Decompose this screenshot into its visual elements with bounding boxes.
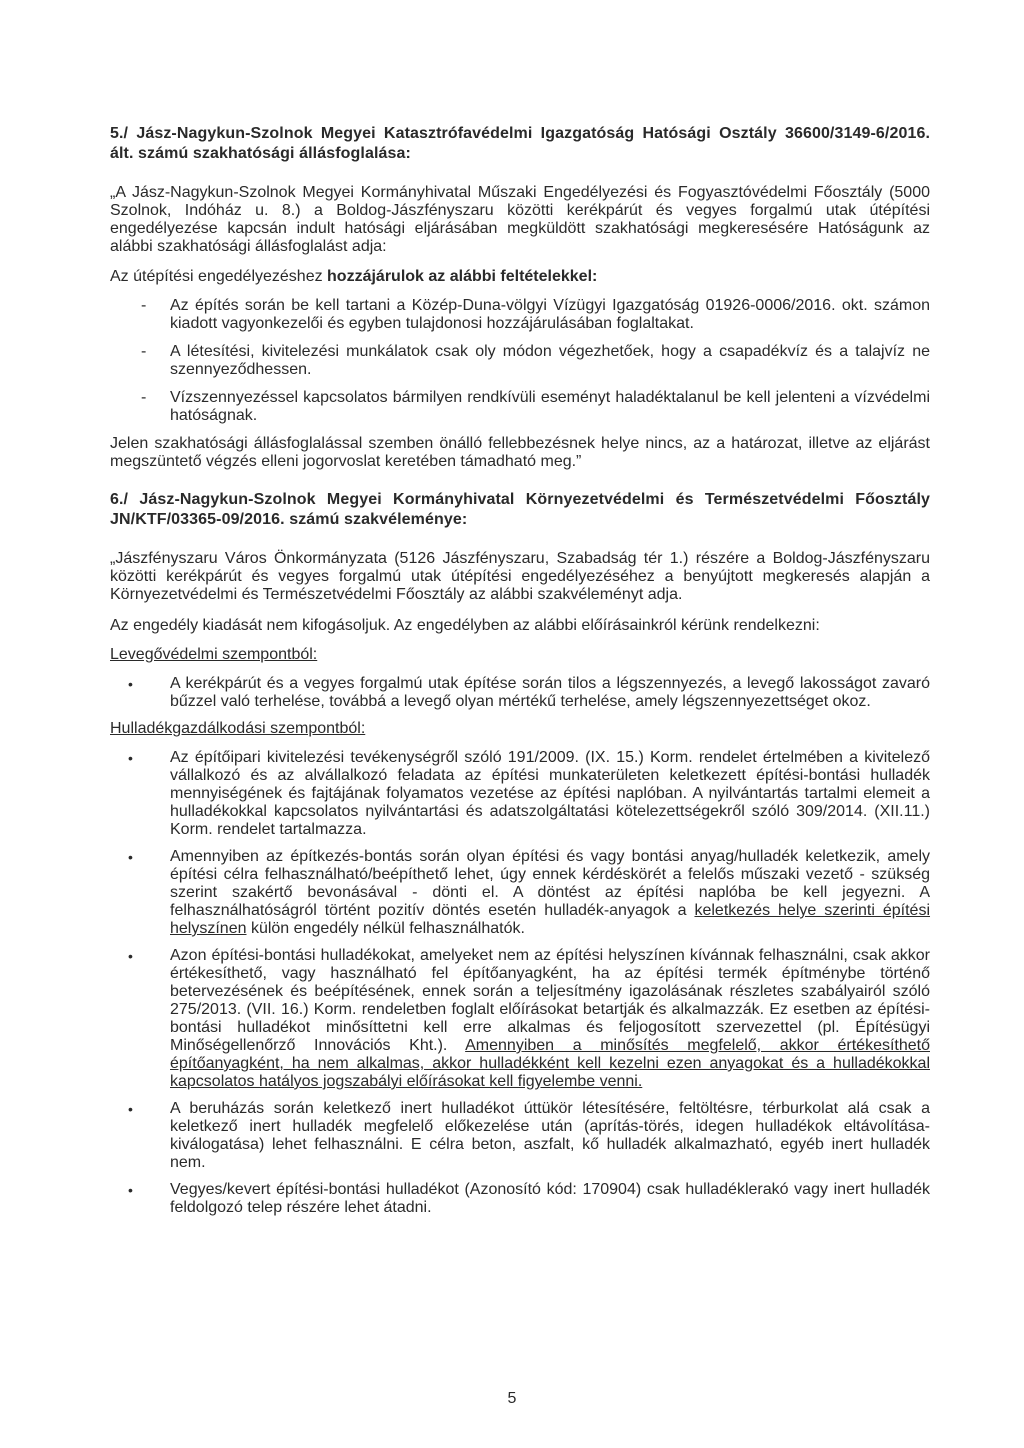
waste-item <box>110 1100 930 1172</box>
bullet-marker: • <box>128 1182 133 1198</box>
dash-marker: - <box>141 343 147 360</box>
condition-text: Az építés során be kell tartani a Közép-Duna-völgyi Vízügyi Igazgatóság 01926-0006/2016. okt. számon kiadott vagyonkezelői és egyben tulajdonosi hozzájárulásában foglaltakat. <box>170 297 930 332</box>
air-protection-list <box>110 675 930 711</box>
page-number: 5 <box>507 1390 517 1407</box>
waste-item-text: Azon építési-bontási hulladékokat, amelyeket nem az építési helyszínen kívánnak felhasználni, csak akkor értékesíthető, vagy használható fel építőanyagként, ha az építési termék építménybe történő betervezésének és beépítésének, ennek során a teljesítmény igazolásának részletes szabályairól szóló 275/2013. (VII. 16.) Korm. rendeletben foglalt előírásokat betartják és alkalmazzák. Ez esetben az építési-bontási hulladékot minősíttetni kell erre alkalmas és feljogosított szervezettel (pl. Építésügyi Minőségellenőrző Innovációs Kht.). <box>170 947 930 1054</box>
bullet-marker: • <box>128 849 133 865</box>
air-protection-heading: Levegővédelmi szempontból: <box>110 646 318 663</box>
bullet-marker: • <box>128 676 133 692</box>
waste-item-text: A beruházás során keletkező inert hulladékot úttükör létesítésére, feltöltésre, térburkolat alá csak a keletkező inert hulladék megfelelő előkezelése után (aprítás-törés, idegen hulladékok eltávolítása-kiválogatása) lehet felhasználni. E célra beton, aszfalt, kő hulladék alkalmazható, egyéb inert hulladék nem. <box>170 1100 930 1171</box>
underlined-text: Amennyiben a minősítés megfelelő, akkor értékesíthető építőanyagként, ha nem alkalmas, akkor hulladékként kell kezelni ezen anyagokat és a hulladékokkal kapcsolatos hatályos jogszabályi előírásokat kell figyelembe venni. <box>170 1037 930 1090</box>
waste-item-text-end: külön engedély nélkül felhasználhatók. <box>246 920 525 937</box>
bullet-marker: • <box>128 948 133 964</box>
waste-item <box>110 848 930 938</box>
underlined-text: keletkezés helye szerinti építési helyszínen <box>170 902 931 937</box>
page-content <box>110 124 930 1226</box>
condition-item <box>110 389 930 425</box>
waste-item-text: Az építőipari kivitelezési tevékenységről szóló 191/2009. (IX. 15.) Korm. rendelet értelmében a kivitelező vállalkozó és az alvállalkozó feladata az építési munkaterületen keletkezett építési-bontási hulladék mennyiségének és fajtájának folyamatos vezetése az építési naplóban. A nyilvántartás tartalmi elemeit a hulladékokkal kapcsolatos nyilvántartási és adatszolgáltatási kötelezettségekről szóló 309/2014. (XII.11.) Korm. rendelet tartalmazza. <box>170 749 930 838</box>
waste-item-text: Amennyiben az építkezés-bontás során olyan építési és vagy bontási anyag/hulladék keletkezik, amely építési célra felhasználható/beépíthető lehet, úgy ennek kérdéskörét a felelős műszaki vezető - szükség szerint szakértő bevonásával - dönti el. A döntést az építési naplóba be kell jegyezni. A felhasználhatóságról történt pozitív döntés esetén hulladék-anyagok a <box>170 848 930 919</box>
section-6-note: Az engedély kiadását nem kifogásoljuk. Az engedélyben az alábbi előírásainkról kérünk rendelkezni: <box>110 617 820 634</box>
waste-item <box>110 947 930 1091</box>
dash-marker: - <box>141 297 147 314</box>
intro-bold-text: hozzájárulok az alábbi feltételekkel: <box>327 268 598 285</box>
section-5-heading: 5./ Jász-Nagykun-Szolnok Megyei Katasztrófavédelmi Igazgatóság Hatósági Osztály 36600/3149-6/2016. ált. számú szakhatósági állásfoglalása: <box>110 125 930 162</box>
air-item <box>110 675 930 711</box>
waste-management-list <box>110 749 930 1217</box>
bullet-marker: • <box>128 1101 133 1117</box>
section-6-heading: 6./ Jász-Nagykun-Szolnok Megyei Kormányhivatal Környezetvédelmi és Természetvédelmi Főosztály JN/KTF/03365-09/2016. számú szakvéleménye: <box>110 491 930 528</box>
section-5-quote: „A Jász-Nagykun-Szolnok Megyei Kormányhivatal Műszaki Engedélyezési és Fogyasztóvédelmi Főosztály (5000 Szolnok, Indóház u. 8.) a Boldog-Jászfényszaru közötti kerékpárút és vegyes forgalmú utak útépítési engedélyezése kapcsán indult hatósági eljárásában megküldött szakhatósági megkeresésére Hatóságunk az alábbi szakhatósági állásfoglalást adja: <box>110 184 930 255</box>
waste-item-text: Vegyes/kevert építési-bontási hulladékot (Azonosító kód: 170904) csak hulladéklerakó vagy inert hulladék feldolgozó telep részére lehet átadni. <box>170 1181 930 1216</box>
section-5-intro <box>110 268 930 286</box>
condition-text: A létesítési, kivitelezési munkálatok csak oly módon végezhetőek, hogy a csapadékvíz és a talajvíz ne szennyeződhessen. <box>170 343 930 378</box>
conditions-list <box>110 297 930 425</box>
section-6-quote: „Jászfényszaru Város Önkormányzata (5126 Jászfényszaru, Szabadság tér 1.) részére a Boldog-Jászfényszaru közötti kerékpárút és vegyes forgalmú utak útépítési engedélyezéséhez a benyújtott megkeresés alapján a Környezetvédelmi és Természetvédelmi Főosztály az alábbi szakvéleményt adja. <box>110 550 930 603</box>
dash-marker: - <box>141 389 147 406</box>
waste-item <box>110 1181 930 1217</box>
intro-text: Az útépítési engedélyezéshez <box>110 268 328 285</box>
air-item-text: A kerékpárút és a vegyes forgalmú utak építése során tilos a légszennyezés, a levegő lakosságot zavaró bűzzel való terhelése, továbbá a levegő olyan mértékű terhelése, amely légszennyezettséget okoz. <box>170 675 930 710</box>
bullet-marker: • <box>128 750 133 766</box>
condition-item <box>110 297 930 333</box>
waste-item <box>110 749 930 839</box>
condition-text: Vízszennyezéssel kapcsolatos bármilyen rendkívüli eseményt haladéktalanul be kell jelenteni a vízvédelmi hatóságnak. <box>170 389 930 424</box>
condition-item <box>110 343 930 379</box>
waste-management-heading: Hulladékgazdálkodási szempontból: <box>110 720 366 737</box>
section-5-closing: Jelen szakhatósági állásfoglalással szemben önálló fellebbezésnek helye nincs, az a határozat, illetve az eljárást megszüntető végzés elleni jogorvoslat keretében támadható meg.” <box>110 435 930 470</box>
